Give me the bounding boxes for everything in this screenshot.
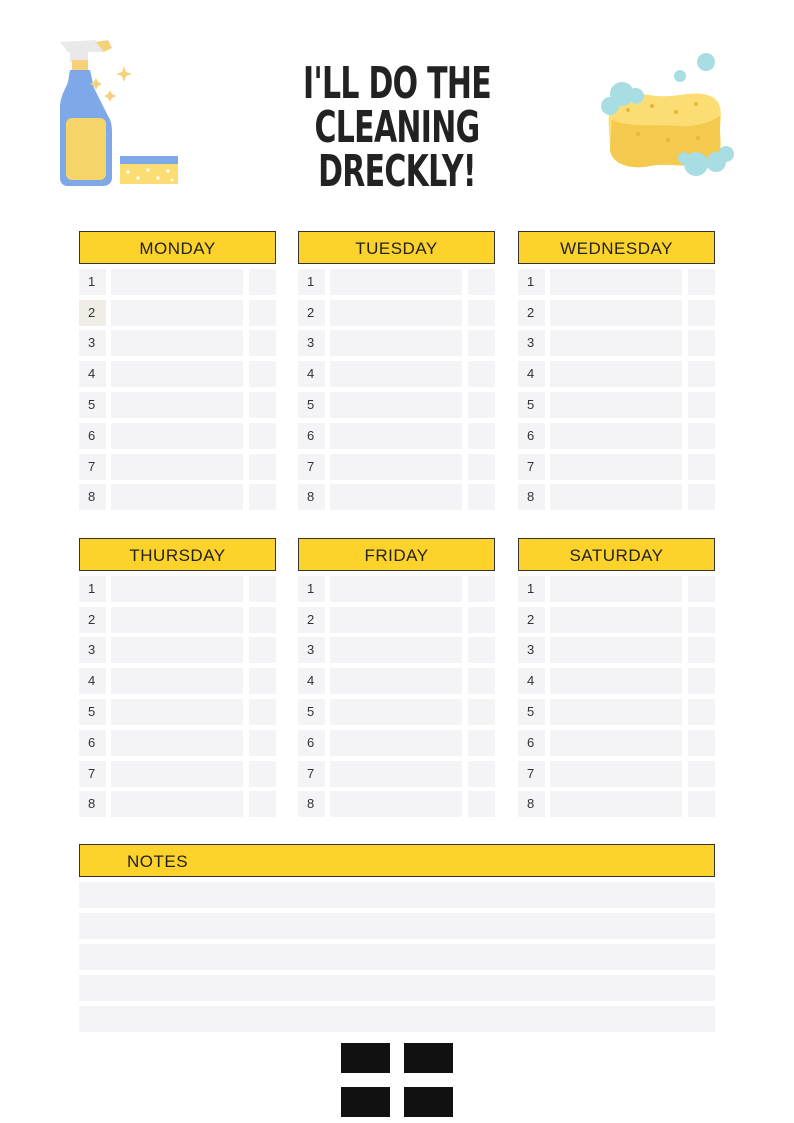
task-row (79, 607, 276, 633)
task-row (298, 699, 495, 725)
row-number: 4 (518, 668, 545, 694)
sponge-icon (118, 154, 180, 186)
day-header: WEDNESDAY (518, 231, 715, 264)
done-checkbox[interactable] (249, 392, 276, 418)
row-number: 4 (298, 668, 325, 694)
task-field[interactable] (330, 484, 462, 510)
task-row (79, 699, 276, 725)
done-checkbox[interactable] (249, 269, 276, 295)
note-line[interactable] (79, 1006, 715, 1032)
row-number: 8 (79, 791, 106, 817)
task-row (79, 637, 276, 663)
task-row (298, 791, 495, 817)
done-checkbox[interactable] (249, 607, 276, 633)
task-row (518, 361, 715, 387)
task-field[interactable] (111, 392, 243, 418)
task-field[interactable] (330, 454, 462, 480)
done-checkbox[interactable] (688, 361, 715, 387)
note-line[interactable] (79, 944, 715, 970)
task-field[interactable] (550, 330, 682, 356)
task-row (298, 484, 495, 510)
task-field[interactable] (550, 484, 682, 510)
row-number: 5 (518, 699, 545, 725)
sparkle-icon (116, 66, 132, 82)
task-row (298, 423, 495, 449)
row-number: 3 (79, 637, 106, 663)
row-number: 8 (79, 484, 106, 510)
task-row (518, 484, 715, 510)
task-row (79, 761, 276, 787)
task-row (518, 730, 715, 756)
row-number: 5 (79, 699, 106, 725)
row-number: 5 (298, 699, 325, 725)
task-field[interactable] (111, 269, 243, 295)
task-row (298, 392, 495, 418)
row-number: 3 (79, 330, 106, 356)
task-field[interactable] (330, 791, 462, 817)
done-checkbox[interactable] (688, 576, 715, 602)
task-list (518, 269, 715, 511)
done-checkbox[interactable] (688, 637, 715, 663)
task-field[interactable] (111, 484, 243, 510)
task-field[interactable] (111, 576, 243, 602)
task-field[interactable] (330, 392, 462, 418)
done-checkbox[interactable] (468, 607, 495, 633)
row-number: 3 (298, 330, 325, 356)
task-field[interactable] (550, 761, 682, 787)
title-line-1: I'LL DO THE CLEANING (303, 58, 491, 153)
task-row (298, 361, 495, 387)
task-field[interactable] (330, 300, 462, 326)
day-header: THURSDAY (79, 538, 276, 571)
done-checkbox[interactable] (468, 730, 495, 756)
done-checkbox[interactable] (688, 761, 715, 787)
row-number: 6 (298, 730, 325, 756)
day-header: SATURDAY (518, 538, 715, 571)
row-number: 6 (518, 423, 545, 449)
page-title (249, 58, 544, 197)
task-field[interactable] (111, 423, 243, 449)
row-number: 5 (79, 392, 106, 418)
done-checkbox[interactable] (249, 484, 276, 510)
note-line[interactable] (79, 882, 715, 908)
done-checkbox[interactable] (688, 454, 715, 480)
row-number: 4 (79, 361, 106, 387)
task-field[interactable] (330, 361, 462, 387)
row-number: 8 (298, 484, 325, 510)
done-checkbox[interactable] (249, 300, 276, 326)
row-number: 7 (298, 454, 325, 480)
row-number: 3 (298, 637, 325, 663)
done-checkbox[interactable] (688, 668, 715, 694)
done-checkbox[interactable] (468, 269, 495, 295)
day-card-thursday (79, 538, 276, 817)
done-checkbox[interactable] (468, 423, 495, 449)
done-checkbox[interactable] (468, 668, 495, 694)
row-number: 2 (518, 300, 545, 326)
row-number: 7 (518, 454, 545, 480)
soap-bubbles-icon (598, 50, 738, 186)
row-number: 2 (298, 300, 325, 326)
done-checkbox[interactable] (249, 637, 276, 663)
task-list (298, 576, 495, 818)
task-field[interactable] (550, 730, 682, 756)
row-number: 4 (518, 361, 545, 387)
task-field[interactable] (330, 423, 462, 449)
task-row (518, 330, 715, 356)
row-number: 2 (518, 607, 545, 633)
row-number: 4 (79, 668, 106, 694)
task-row (518, 423, 715, 449)
task-field[interactable] (111, 607, 243, 633)
done-checkbox[interactable] (468, 699, 495, 725)
row-number: 8 (518, 484, 545, 510)
done-checkbox[interactable] (249, 330, 276, 356)
done-checkbox[interactable] (249, 454, 276, 480)
notes-section (79, 844, 715, 1032)
done-checkbox[interactable] (688, 791, 715, 817)
task-field[interactable] (550, 699, 682, 725)
task-row (79, 730, 276, 756)
row-number: 6 (298, 423, 325, 449)
task-row (79, 791, 276, 817)
task-row (518, 454, 715, 480)
day-card-tuesday (298, 231, 495, 510)
task-field[interactable] (550, 269, 682, 295)
task-field[interactable] (111, 637, 243, 663)
done-checkbox[interactable] (249, 361, 276, 387)
day-card-monday (79, 231, 276, 510)
task-list (79, 269, 276, 511)
task-field[interactable] (330, 637, 462, 663)
task-row (518, 392, 715, 418)
task-field[interactable] (330, 269, 462, 295)
task-row (79, 330, 276, 356)
row-number: 1 (79, 269, 106, 295)
task-field[interactable] (111, 330, 243, 356)
day-card-friday (298, 538, 495, 817)
task-field[interactable] (111, 668, 243, 694)
done-checkbox[interactable] (688, 484, 715, 510)
row-number: 7 (79, 454, 106, 480)
done-checkbox[interactable] (468, 761, 495, 787)
task-field[interactable] (111, 791, 243, 817)
done-checkbox[interactable] (249, 761, 276, 787)
task-field[interactable] (550, 392, 682, 418)
done-checkbox[interactable] (468, 300, 495, 326)
day-card-wednesday (518, 231, 715, 510)
day-header: MONDAY (79, 231, 276, 264)
done-checkbox[interactable] (688, 392, 715, 418)
task-field[interactable] (111, 454, 243, 480)
done-checkbox[interactable] (688, 730, 715, 756)
task-row (518, 300, 715, 326)
task-field[interactable] (330, 607, 462, 633)
task-field[interactable] (111, 730, 243, 756)
task-field[interactable] (330, 576, 462, 602)
task-row (79, 300, 276, 326)
row-number: 8 (518, 791, 545, 817)
task-field[interactable] (550, 300, 682, 326)
task-row (79, 668, 276, 694)
row-number: 2 (79, 300, 106, 326)
task-row (298, 668, 495, 694)
task-list (298, 269, 495, 511)
done-checkbox[interactable] (688, 269, 715, 295)
done-checkbox[interactable] (249, 576, 276, 602)
day-header: TUESDAY (298, 231, 495, 264)
note-line[interactable] (79, 913, 715, 939)
sparkle-icon (104, 90, 116, 102)
task-row (518, 269, 715, 295)
done-checkbox[interactable] (468, 330, 495, 356)
task-field[interactable] (550, 361, 682, 387)
done-checkbox[interactable] (468, 361, 495, 387)
task-field[interactable] (330, 330, 462, 356)
task-field[interactable] (550, 423, 682, 449)
task-row (518, 761, 715, 787)
done-checkbox[interactable] (688, 330, 715, 356)
task-row (298, 730, 495, 756)
task-row (79, 484, 276, 510)
task-field[interactable] (550, 607, 682, 633)
task-row (518, 607, 715, 633)
task-field[interactable] (111, 761, 243, 787)
task-field[interactable] (330, 699, 462, 725)
done-checkbox[interactable] (249, 699, 276, 725)
task-row (518, 668, 715, 694)
task-field[interactable] (111, 699, 243, 725)
row-number: 2 (298, 607, 325, 633)
task-field[interactable] (111, 300, 243, 326)
task-field[interactable] (330, 668, 462, 694)
task-field[interactable] (550, 576, 682, 602)
done-checkbox[interactable] (468, 637, 495, 663)
done-checkbox[interactable] (468, 392, 495, 418)
row-number: 3 (518, 330, 545, 356)
done-checkbox[interactable] (688, 423, 715, 449)
task-list (79, 576, 276, 818)
day-card-saturday (518, 538, 715, 817)
task-row (79, 454, 276, 480)
row-number: 2 (79, 607, 106, 633)
row-number: 1 (518, 576, 545, 602)
done-checkbox[interactable] (249, 730, 276, 756)
row-number: 1 (298, 576, 325, 602)
task-row (298, 330, 495, 356)
task-row (79, 423, 276, 449)
notes-header: NOTES (79, 844, 715, 877)
note-line[interactable] (79, 975, 715, 1001)
task-field[interactable] (550, 791, 682, 817)
done-checkbox[interactable] (249, 423, 276, 449)
task-row (298, 269, 495, 295)
row-number: 7 (79, 761, 106, 787)
task-row (298, 576, 495, 602)
task-field[interactable] (550, 454, 682, 480)
row-number: 6 (79, 730, 106, 756)
done-checkbox[interactable] (688, 300, 715, 326)
task-row (79, 361, 276, 387)
task-row (518, 576, 715, 602)
done-checkbox[interactable] (249, 791, 276, 817)
row-number: 8 (298, 791, 325, 817)
task-field[interactable] (550, 637, 682, 663)
done-checkbox[interactable] (468, 576, 495, 602)
notes-lines (79, 882, 715, 1032)
task-row (298, 761, 495, 787)
row-number: 1 (518, 269, 545, 295)
done-checkbox[interactable] (468, 791, 495, 817)
day-header: FRIDAY (298, 538, 495, 571)
task-row (298, 300, 495, 326)
task-row (79, 576, 276, 602)
task-row (518, 637, 715, 663)
title-line-2: DRECKLY! (318, 146, 476, 197)
row-number: 1 (79, 576, 106, 602)
task-field[interactable] (111, 361, 243, 387)
row-number: 7 (298, 761, 325, 787)
task-row (298, 607, 495, 633)
task-row (518, 699, 715, 725)
cornish-flag-icon (341, 1043, 453, 1117)
done-checkbox[interactable] (688, 699, 715, 725)
task-field[interactable] (330, 761, 462, 787)
done-checkbox[interactable] (468, 484, 495, 510)
row-number: 1 (298, 269, 325, 295)
row-number: 4 (298, 361, 325, 387)
row-number: 6 (518, 730, 545, 756)
task-row (298, 454, 495, 480)
done-checkbox[interactable] (468, 454, 495, 480)
task-row (298, 637, 495, 663)
task-field[interactable] (330, 730, 462, 756)
task-row (518, 791, 715, 817)
row-number: 5 (298, 392, 325, 418)
done-checkbox[interactable] (688, 607, 715, 633)
row-number: 3 (518, 637, 545, 663)
task-list (518, 576, 715, 818)
done-checkbox[interactable] (249, 668, 276, 694)
row-number: 5 (518, 392, 545, 418)
row-number: 7 (518, 761, 545, 787)
task-row (79, 269, 276, 295)
row-number: 6 (79, 423, 106, 449)
task-row (79, 392, 276, 418)
task-field[interactable] (550, 668, 682, 694)
